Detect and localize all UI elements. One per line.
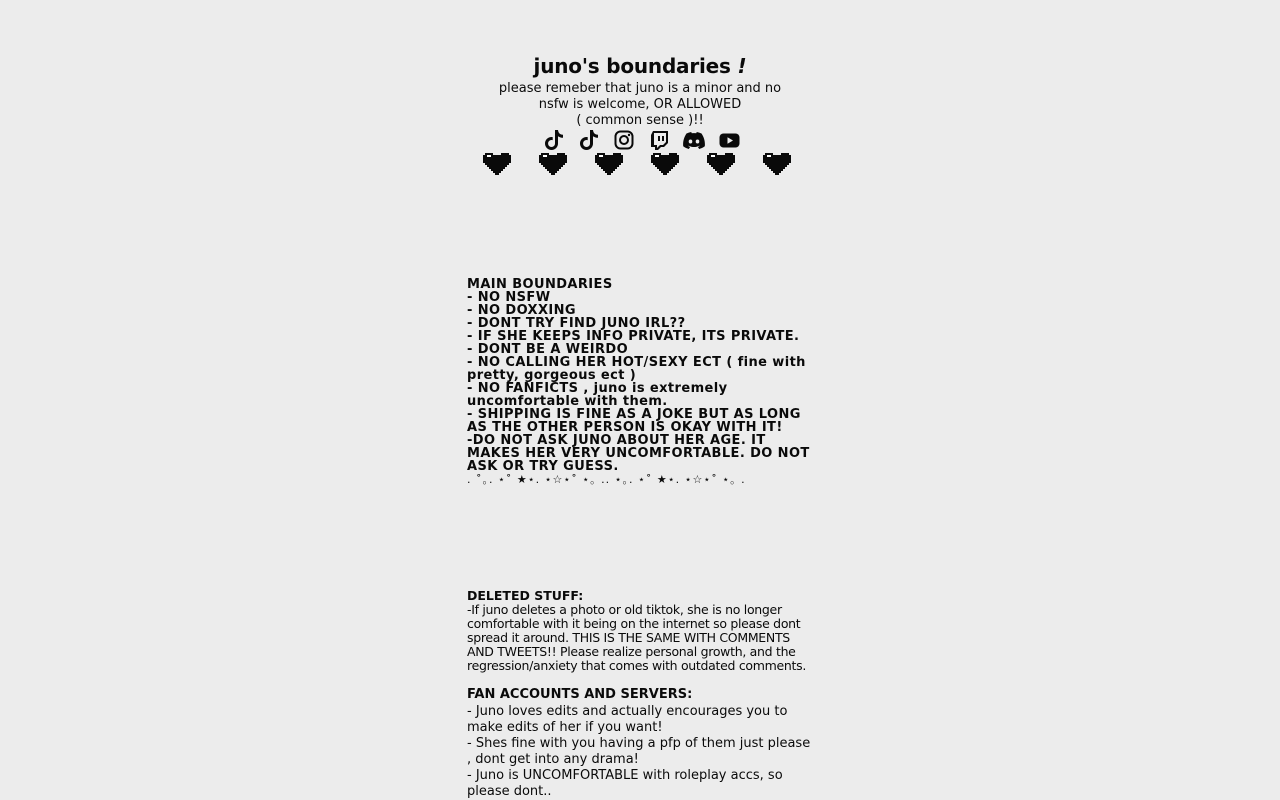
- tiktok-icon: [544, 129, 564, 151]
- section-heading: FAN ACCOUNTS AND SERVERS:: [467, 687, 693, 702]
- boundary-item: - IF SHE KEEPS INFO PRIVATE, ITS PRIVATE.: [467, 329, 800, 344]
- title-text: juno's boundaries: [533, 54, 731, 78]
- deleted-stuff-section: [467, 589, 812, 673]
- boundary-item: - NO DOXXING: [467, 303, 576, 318]
- section-heading: DELETED STUFF:: [467, 588, 584, 603]
- tiktok-icon: [579, 129, 599, 151]
- subtitle-line: please remeber that juno is a minor and no: [498, 81, 782, 96]
- heart-icon: [593, 149, 625, 177]
- instagram-icon: [614, 130, 634, 150]
- section-body: -If juno deletes a photo or old tiktok, she is no longer comfortable with it being on the internet so please dont spread it around. THIS IS THE SAME WITH COMMENTS AND TWEETS!! Please realize personal growth, and the regression/anxiety that comes with outdated comments.: [467, 602, 807, 673]
- boundary-item: - NO CALLING HER HOT/SEXY ECT ( fine with pretty, gorgeous ect ): [467, 355, 806, 383]
- boundary-item: -DO NOT ASK JUNO ABOUT HER AGE. IT MAKES HER VERY UNCOMFORTABLE. DO NOT ASK OR TRY GUESS.: [467, 433, 810, 474]
- list-item: - Juno is UNCOMFORTABLE with roleplay accs, so please dont..: [467, 768, 783, 799]
- page-title: [0, 52, 1280, 80]
- boundary-item: - SHIPPING IS FINE AS A JOKE BUT AS LONG AS THE OTHER PERSON IS OKAY WITH IT!: [467, 407, 801, 435]
- list-item: - Juno loves edits and actually encourages you to make edits of her if you want!: [467, 704, 788, 735]
- heart-icon: [761, 149, 793, 177]
- fan-accounts-section: [467, 687, 812, 800]
- subtitle-line: nsfw is welcome, OR ALLOWED: [538, 97, 742, 112]
- discord-icon: [683, 132, 705, 149]
- boundary-item: - DONT BE A WEIRDO: [467, 342, 629, 357]
- heart-icon: [649, 149, 681, 177]
- subtitle-line: ( common sense )!!: [576, 113, 704, 128]
- title-mark: !: [737, 54, 747, 78]
- heart-icon: [481, 149, 513, 177]
- boundary-item: - DONT TRY FIND JUNO IRL??: [467, 316, 686, 331]
- boundary-item: - NO NSFW: [467, 290, 551, 305]
- list-item: - Shes fine with you having a pfp of them just please , dont get into any drama!: [467, 736, 811, 767]
- header: [0, 52, 1280, 129]
- heart-icon: [705, 149, 737, 177]
- youtube-icon: [719, 133, 740, 148]
- heart-row: [481, 149, 793, 177]
- section-heading: MAIN BOUNDARIES: [467, 277, 613, 292]
- heart-icon: [537, 149, 569, 177]
- page-subtitle: [490, 81, 790, 129]
- boundary-item: - NO FANFICTS , juno is extremely uncomfortable with them.: [467, 381, 728, 409]
- twitch-icon: [650, 130, 669, 150]
- main-boundaries-section: [467, 278, 812, 487]
- sparkle-divider: . ˚｡. ⋆˚ ★⋆. ⋆☆⋆˚ ⋆｡ .. ⋆｡. ⋆˚ ★⋆. ⋆☆⋆˚ ⋆｡ .: [467, 473, 746, 486]
